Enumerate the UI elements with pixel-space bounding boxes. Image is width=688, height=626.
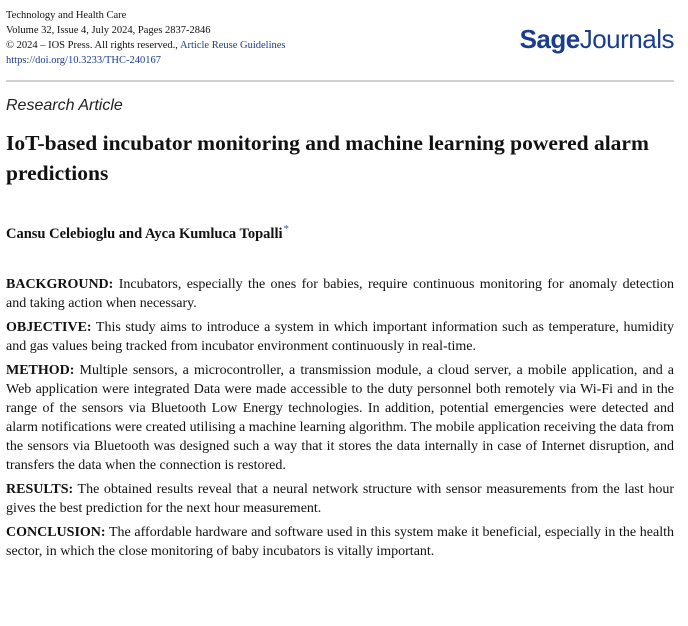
logo-sage: Sage [519, 24, 580, 54]
section-text: Multiple sensors, a microcontroller, a transmission module, a cloud server, a mobile application, and a Web application were integrated Data were made accessible to the duty personnel both remotely via Wi-Fi and in the range of the sensors via Bluetooth Low Energy technologies. In addition, potential emergencies were detected and alarm notifications were created utilising a machine learning algorithm. The mobile application receiving the data from the sensors via Bluetooth was designed such a way that it stores the data internally in case of Internet disruption, and transfers the data when the connection is restored. [6, 363, 675, 473]
reuse-guidelines-link[interactable]: Article Reuse Guidelines [179, 40, 286, 51]
abstract-conclusion [6, 523, 674, 561]
section-text: This study aims to introduce a system in which important information such as temperature, humidity and gas values being tracked from incubator environment continuously in real-time. [6, 320, 675, 354]
author-list [6, 223, 289, 243]
corresponding-author-mark[interactable]: * [283, 223, 290, 235]
header-divider [6, 80, 674, 82]
section-label: BACKGROUND: [6, 277, 114, 292]
volume-info: Volume 32, Issue 4, July 2024, Pages 2837-2846 [6, 25, 211, 36]
logo-journals: Journals [579, 24, 674, 54]
abstract-objective [6, 318, 674, 356]
section-text: The affordable hardware and software used in this system make it beneficial, especially in the health sector, in which the close monitoring of baby incubators is vitally important. [6, 525, 674, 559]
copyright-text: © 2024 – IOS Press. All rights reserved., [6, 40, 178, 51]
abstract-results [6, 480, 674, 518]
copyright-line [6, 38, 286, 53]
article-header [6, 8, 678, 78]
section-label: OBJECTIVE: [6, 320, 92, 335]
publication-meta [6, 8, 286, 68]
section-label: METHOD: [6, 363, 75, 378]
article-type: Research Article [6, 97, 123, 114]
authors-text: Cansu Celebioglu and Ayca Kumluca Topalli [6, 225, 283, 242]
abstract [6, 275, 674, 566]
section-label: RESULTS: [6, 482, 74, 497]
doi-link[interactable]: https://doi.org/10.3233/THC-240167 [6, 55, 161, 66]
section-label: CONCLUSION: [6, 525, 106, 540]
abstract-method [6, 361, 674, 475]
abstract-background [6, 275, 674, 313]
article-title: IoT-based incubator monitoring and machine learning powered alarm predictions [6, 131, 649, 185]
section-text: The obtained results reveal that a neural network structure with sensor measurements from the last hour gives the best prediction for the next hour measurement. [6, 482, 674, 516]
section-text: Incubators, especially the ones for babies, require continuous monitoring for anomaly detection and taking action when necessary. [6, 277, 674, 311]
sage-journals-logo[interactable] [520, 24, 674, 55]
journal-name: Technology and Health Care [6, 10, 127, 21]
